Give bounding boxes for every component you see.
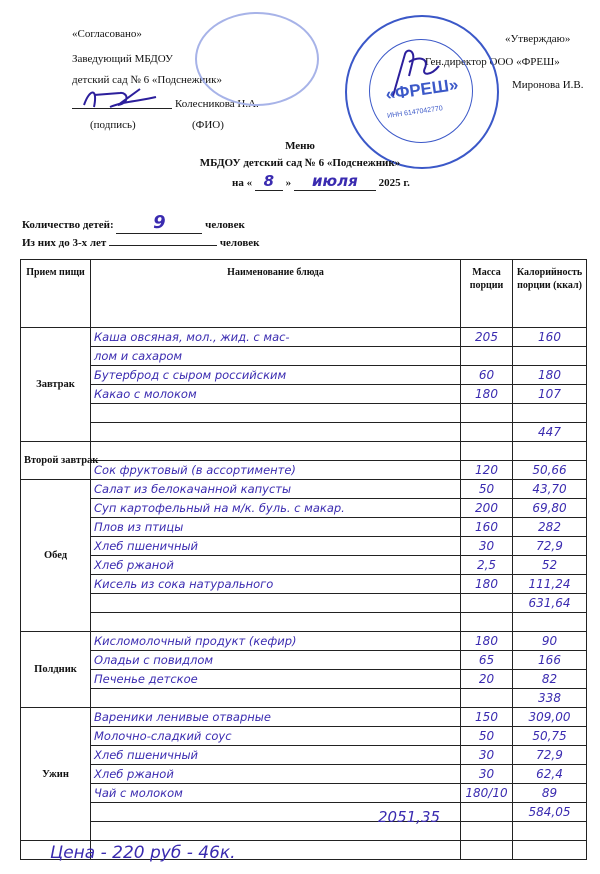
mass-cell (461, 442, 513, 461)
dish-cell: Вареники ленивые отварные (91, 708, 461, 727)
menu-body (21, 328, 587, 860)
approval-right-title: «Утверждаю» (505, 33, 571, 45)
menu-table (20, 259, 587, 860)
kcal-cell: 89 (513, 784, 587, 803)
children-count-label: Количество детей: (22, 219, 114, 231)
table-row (21, 594, 587, 613)
table-row (21, 518, 587, 537)
table-row (21, 613, 587, 632)
approval-right-name: Миронова И.В. (512, 79, 584, 91)
kcal-cell: 180 (513, 366, 587, 385)
dish-cell: Чай с молоком (91, 784, 461, 803)
table-row (21, 499, 587, 518)
kcal-cell: 166 (513, 651, 587, 670)
mass-cell: 60 (461, 366, 513, 385)
kcal-cell (513, 822, 587, 841)
children-under3-line (22, 234, 260, 249)
dish-cell: Кисломолочный продукт (кефир) (91, 632, 461, 651)
kcal-cell: 111,24 (513, 575, 587, 594)
dish-cell: Печенье детское (91, 670, 461, 689)
kcal-cell: 72,9 (513, 537, 587, 556)
table-row (21, 575, 587, 594)
kcal-cell: 107 (513, 385, 587, 404)
mass-cell: 150 (461, 708, 513, 727)
kcal-cell: 90 (513, 632, 587, 651)
mass-cell (461, 347, 513, 366)
children-count-value: 9 (116, 212, 202, 234)
menu-subtitle: МБДОУ детский сад № 6 «Подснежник» (199, 157, 401, 169)
approval-left-name: Колесникова Н.А. (175, 98, 259, 110)
mass-cell: 180 (461, 632, 513, 651)
mass-cell: 65 (461, 651, 513, 670)
table-row (21, 461, 587, 480)
dish-cell: Салат из белокачанной капусты (91, 480, 461, 499)
date-month: июля (294, 172, 376, 191)
table-row (21, 765, 587, 784)
table-row (21, 423, 587, 442)
dish-cell: Хлеб пшеничный (91, 746, 461, 765)
mass-cell: 30 (461, 537, 513, 556)
table-row (21, 651, 587, 670)
mass-cell (461, 594, 513, 613)
children-under3-value (109, 234, 217, 246)
table-row (21, 347, 587, 366)
menu-date (232, 172, 410, 191)
approval-left-position: Заведующий МБДОУ (72, 53, 173, 65)
mass-cell: 50 (461, 727, 513, 746)
kcal-cell: 309,00 (513, 708, 587, 727)
mass-cell (461, 822, 513, 841)
mass-cell (461, 803, 513, 822)
kcal-cell (513, 347, 587, 366)
meal-name: Второй завтрак (21, 442, 91, 480)
approval-left-title: «Согласовано» (72, 28, 142, 40)
fio-caption: (ФИО) (192, 119, 224, 131)
meal-name: Ужин (21, 708, 91, 841)
children-count-line (22, 212, 245, 234)
mass-cell: 160 (461, 518, 513, 537)
table-row (21, 366, 587, 385)
mass-cell: 180/10 (461, 784, 513, 803)
dish-cell: Хлеб ржаной (91, 765, 461, 784)
mass-cell: 20 (461, 670, 513, 689)
mass-cell (461, 423, 513, 442)
mass-cell (461, 613, 513, 632)
kcal-cell: 338 (513, 689, 587, 708)
table-row (21, 556, 587, 575)
price-note: Цена - 220 руб - 46к. (50, 843, 236, 863)
table-row (21, 822, 587, 841)
kcal-cell: 50,75 (513, 727, 587, 746)
table-row (21, 404, 587, 423)
table-row (21, 480, 587, 499)
table-row (21, 537, 587, 556)
meal-name: Полдник (21, 632, 91, 708)
kcal-cell: 447 (513, 423, 587, 442)
kcal-cell (513, 442, 587, 461)
dish-cell: лом и сахаром (91, 347, 461, 366)
date-day: 8 (255, 172, 283, 191)
kcal-cell: 52 (513, 556, 587, 575)
children-under3-unit: человек (219, 237, 260, 249)
header-mass: Масса порции (461, 260, 513, 328)
kcal-cell: 72,9 (513, 746, 587, 765)
kcal-cell: 282 (513, 518, 587, 537)
dish-cell: Молочно-сладкий соус (91, 727, 461, 746)
approval-right-position: Ген.директор ООО «ФРЕШ» (425, 56, 560, 68)
stamp-center-text: «ФРЕШ» (384, 75, 460, 105)
dish-cell: Плов из птицы (91, 518, 461, 537)
mass-cell (461, 689, 513, 708)
header-kcal: Калорийность порции (ккал) (513, 260, 587, 328)
table-row (21, 632, 587, 651)
mass-cell: 30 (461, 746, 513, 765)
kcal-cell: 82 (513, 670, 587, 689)
dish-cell: Оладьи с повидлом (91, 651, 461, 670)
kcal-cell: 160 (513, 328, 587, 347)
dish-cell: Какао с молоком (91, 385, 461, 404)
date-prefix: на « (232, 177, 253, 189)
mass-cell: 205 (461, 328, 513, 347)
kcal-cell: 631,64 (513, 594, 587, 613)
date-mid: » (285, 177, 292, 189)
table-row (21, 328, 587, 347)
table-row (21, 746, 587, 765)
dish-cell: Сок фруктовый (в ассортименте) (91, 461, 461, 480)
kcal-cell: 584,05 (513, 803, 587, 822)
table-row (21, 385, 587, 404)
stamp-left (195, 12, 319, 106)
empty-cell (461, 841, 513, 860)
children-under3-label: Из них до 3-х лет (22, 237, 107, 249)
dish-cell: Каша овсяная, мол., жид. с мас- (91, 328, 461, 347)
mass-cell: 200 (461, 499, 513, 518)
kcal-cell (513, 404, 587, 423)
kcal-cell: 69,80 (513, 499, 587, 518)
kcal-cell: 62,4 (513, 765, 587, 784)
kcal-cell: 50,66 (513, 461, 587, 480)
dish-cell (91, 594, 461, 613)
dish-cell: Бутерброд с сыром российским (91, 366, 461, 385)
mass-cell: 180 (461, 575, 513, 594)
empty-cell (513, 841, 587, 860)
children-count-unit: человек (205, 219, 245, 231)
table-row (21, 689, 587, 708)
kcal-cell (513, 613, 587, 632)
mass-cell (461, 404, 513, 423)
grand-total: 2051,35 (378, 808, 441, 826)
mass-cell: 180 (461, 385, 513, 404)
menu-title: Меню (285, 140, 315, 152)
sign-caption: (подпись) (90, 119, 136, 131)
dish-cell: Кисель из сока натурального (91, 575, 461, 594)
date-year: 2025 г. (378, 177, 410, 189)
header-meal: Прием пищи (21, 260, 91, 328)
table-row (21, 727, 587, 746)
meal-name: Обед (21, 480, 91, 632)
mass-cell: 50 (461, 480, 513, 499)
dish-cell: Суп картофельный на м/к. буль. с макар. (91, 499, 461, 518)
table-row (21, 803, 587, 822)
mass-cell: 120 (461, 461, 513, 480)
kcal-cell: 43,70 (513, 480, 587, 499)
meal-name: Завтрак (21, 328, 91, 442)
mass-cell: 2,5 (461, 556, 513, 575)
dish-cell (91, 442, 461, 461)
dish-cell: Хлеб ржаной (91, 556, 461, 575)
approval-left-org: детский сад № 6 «Подснежник» (72, 74, 223, 86)
header-dish: Наименование блюда (91, 260, 461, 328)
dish-cell: Хлеб пшеничный (91, 537, 461, 556)
table-row (21, 784, 587, 803)
signature-left (80, 83, 160, 113)
mass-cell: 30 (461, 765, 513, 784)
dish-cell (91, 404, 461, 423)
dish-cell (91, 613, 461, 632)
dish-cell (91, 689, 461, 708)
dish-cell (91, 423, 461, 442)
stamp-inn: ИНН 6147042770 (386, 105, 444, 120)
table-row (21, 708, 587, 727)
table-row (21, 670, 587, 689)
table-row (21, 442, 587, 461)
